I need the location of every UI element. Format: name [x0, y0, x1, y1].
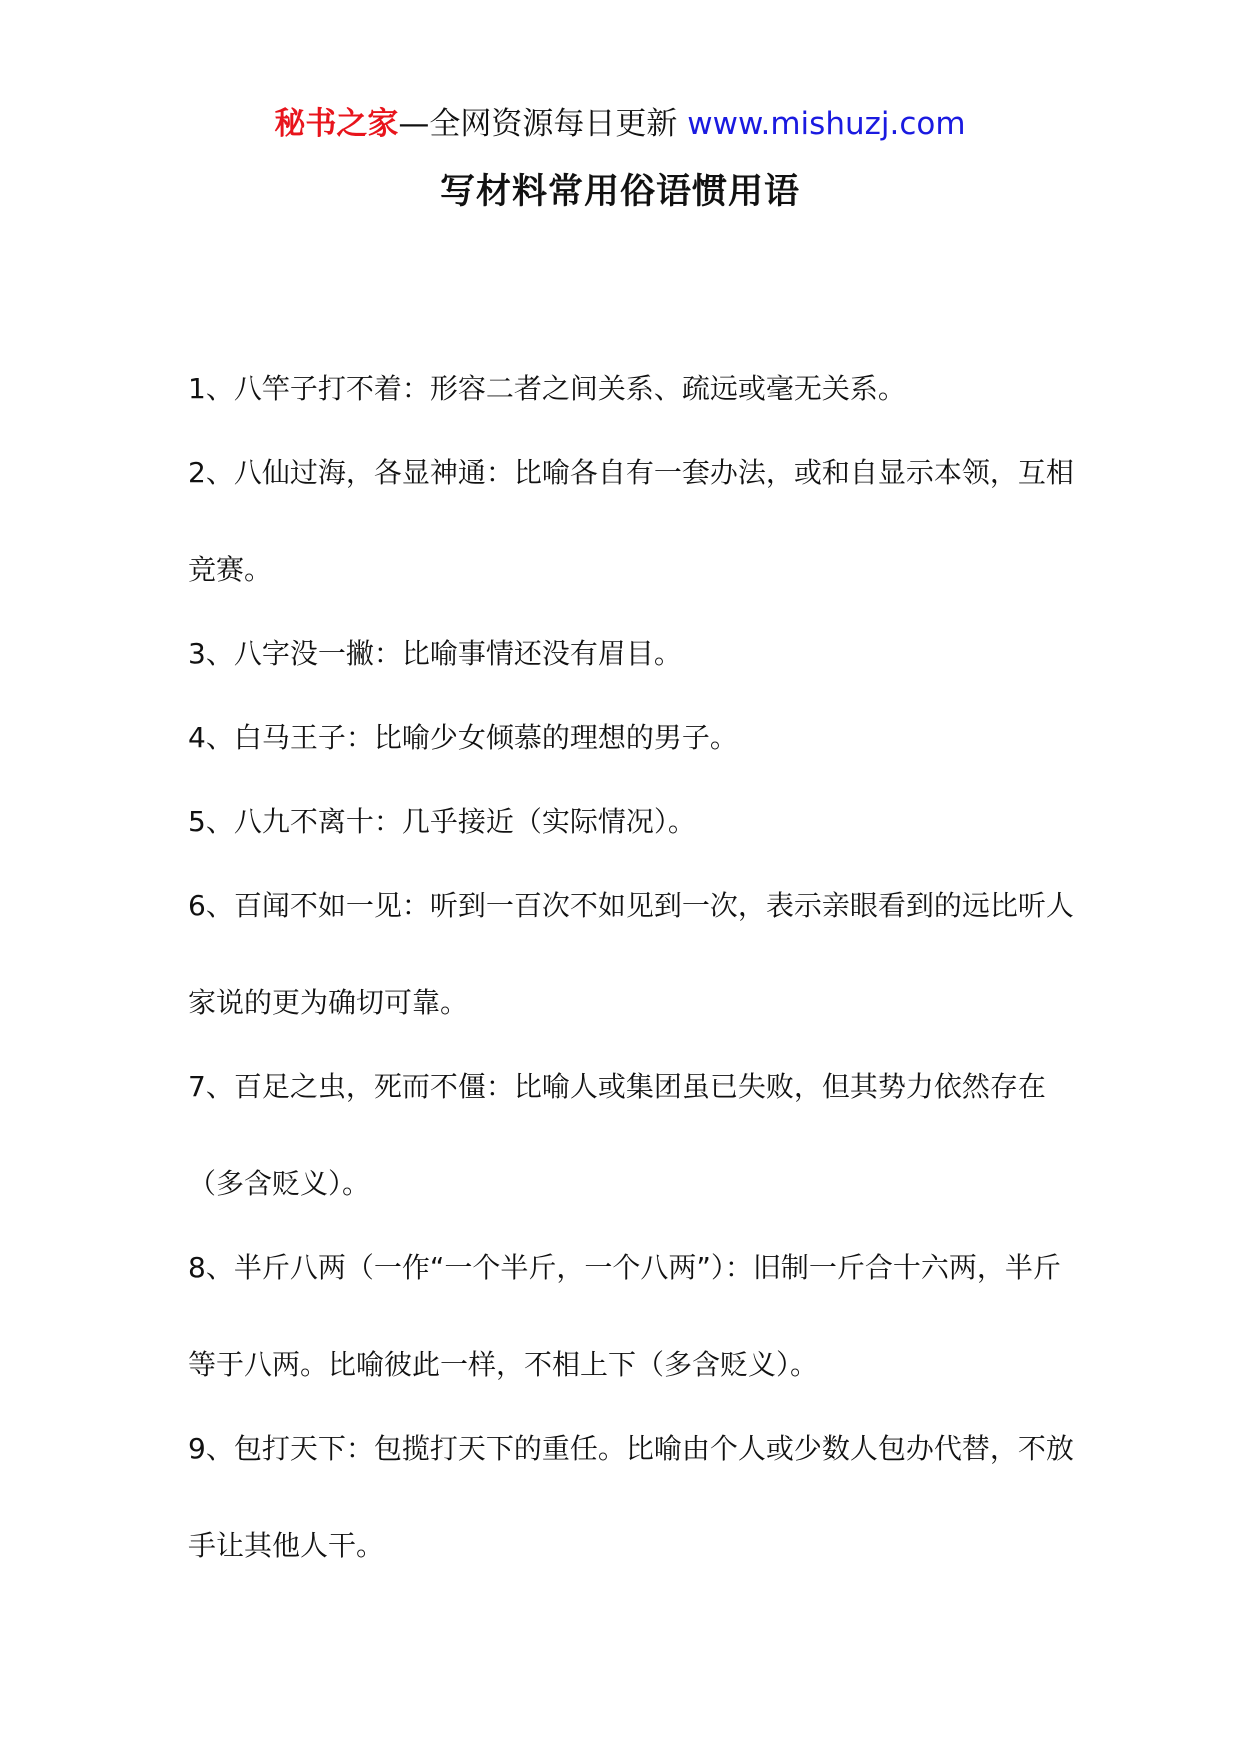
site-header: [0, 102, 1240, 146]
idiom-list: [188, 340, 1088, 1581]
list-item: [188, 424, 1088, 618]
item-text: 八竿子打不着：形容二者之间关系、疏远或毫无关系。: [233, 372, 906, 405]
item-number: 3、: [188, 637, 234, 670]
item-number: 9、: [188, 1432, 234, 1465]
item-text: 半斤八两（一作“一个半斤，一个八两”）：旧制一斤合十六两，半斤等于八两。比喻彼此一样，不相上下（多含贬义）。: [188, 1251, 1061, 1381]
item-text: 八仙过海，各显神通：比喻各自有一套办法，或和自显示本领，互相竞赛。: [188, 456, 1074, 586]
item-number: 4、: [188, 721, 234, 754]
item-number: 6、: [188, 889, 234, 922]
item-number: 2、: [188, 456, 234, 489]
list-item: [188, 605, 1088, 702]
brand-name: 秘书之家: [274, 106, 399, 142]
list-item: [188, 689, 1088, 786]
list-item: [188, 1219, 1088, 1413]
item-text: 八九不离十：几乎接近（实际情况）。: [233, 805, 696, 838]
list-item: [188, 857, 1088, 1051]
item-number: 1、: [188, 372, 234, 405]
list-item: [188, 773, 1088, 870]
header-slogan: —全网资源每日更新: [398, 106, 688, 142]
site-url-link[interactable]: www.mishuzj.com: [687, 106, 966, 142]
item-number: 8、: [188, 1251, 234, 1284]
document-title: 写材料常用俗语惯用语: [439, 172, 800, 212]
item-text: 八字没一撇：比喻事情还没有眉目。: [233, 637, 682, 670]
list-item: [188, 1038, 1088, 1232]
list-item: [188, 1400, 1088, 1594]
item-number: 7、: [188, 1070, 234, 1103]
item-number: 5、: [188, 805, 234, 838]
list-item: [188, 340, 1088, 437]
item-text: 白马王子：比喻少女倾慕的理想的男子。: [233, 721, 738, 754]
item-text: 包打天下：包揽打天下的重任。比喻由个人或少数人包办代替，不放手让其他人干。: [188, 1432, 1074, 1562]
item-text: 百足之虫，死而不僵：比喻人或集团虽已失败，但其势力依然存在（多含贬义）。: [188, 1070, 1046, 1200]
item-text: 百闻不如一见：听到一百次不如见到一次，表示亲眼看到的远比听人家说的更为确切可靠。: [188, 889, 1074, 1019]
